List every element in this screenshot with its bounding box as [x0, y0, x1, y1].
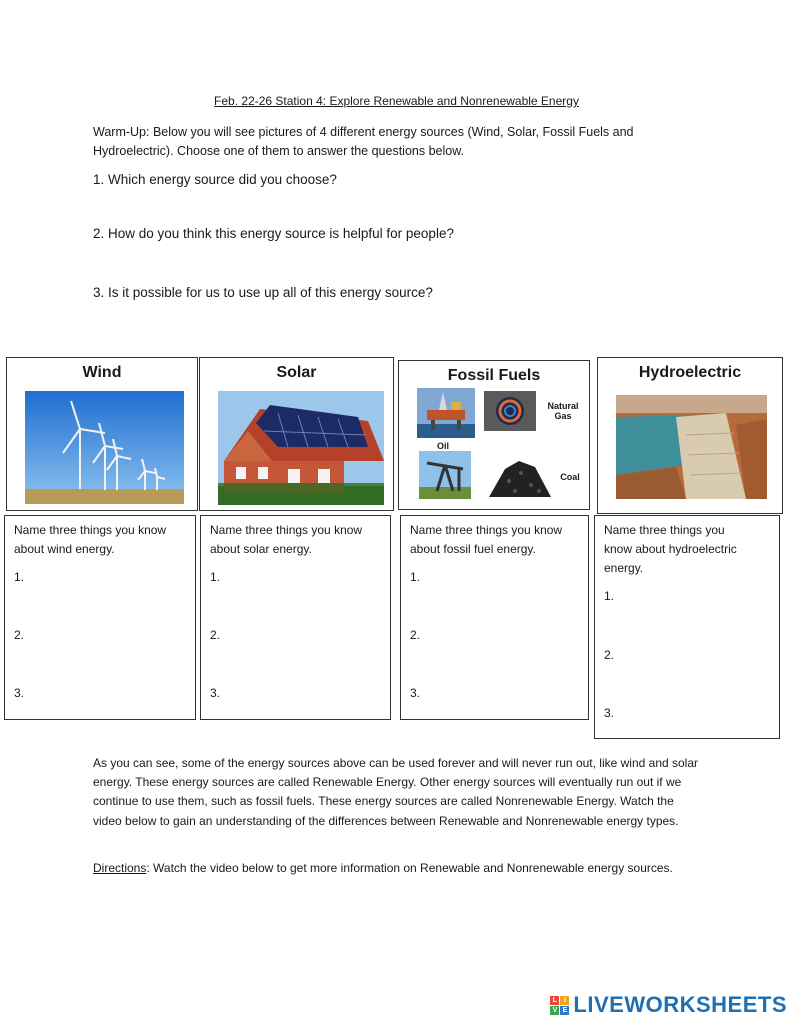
warmup-text: Warm-Up: Below you will see pictures of 4 different energy sources (Wind, Solar, Fossil Fuels and Hydroelectric). Choose one of them to answer the questions below. [93, 125, 634, 158]
directions-body: : Watch the video below to get more information on Renewable and Nonrenewable energy sources. [146, 861, 673, 875]
answer-box-wind [4, 515, 196, 720]
liveworksheets-logo [550, 992, 787, 1018]
answer-line-2[interactable]: 2. [410, 628, 421, 642]
tile-fossil-fuels [398, 360, 590, 510]
answer-prompt-solar: Name three things you know about solar energy. [210, 523, 363, 556]
question-1: 1. Which energy source did you choose? [93, 172, 337, 187]
answer-box-fossil-fuels [400, 515, 589, 720]
answer-box-hydroelectric [594, 515, 780, 739]
directions-label: Directions [93, 861, 147, 875]
coal-label: Coal [560, 472, 580, 482]
answer-line-2[interactable]: 2. [210, 628, 221, 642]
wind-turbines-image [25, 391, 184, 504]
tile-hydroelectric [597, 357, 783, 514]
answer-line-3[interactable]: 3. [210, 686, 221, 700]
answer-line-3[interactable]: 3. [604, 706, 615, 720]
tile-title-fossil-fuels: Fossil Fuels [447, 367, 541, 384]
question-3: 3. Is it possible for us to use up all of this energy source? [93, 285, 433, 300]
question-2: 2. How do you think this energy source is helpful for people? [93, 226, 454, 241]
answer-line-3[interactable]: 3. [410, 686, 421, 700]
answer-line-3[interactable]: 3. [14, 686, 25, 700]
liveworksheets-logo-icon: L I V E [550, 996, 569, 1015]
answer-prompt-hydroelectric: Name three things you know about hydroelectric energy. [604, 523, 737, 575]
explanation-paragraph: As you can see, some of the energy sources above can be used forever and will never run out, like wind and solar energy. These energy sources are called Renewable Energy. Other energy sources will eventually run out if we continue to use them, such as fossil fuels. These energy sources are called Nonrenewable Energy. Watch the video below to gain an understanding of the differences between Renewable and Nonrenewable energy types. [93, 756, 699, 828]
answer-line-1[interactable]: 1. [410, 570, 421, 584]
natural-gas-label: Natural Gas [547, 401, 579, 421]
tile-title-wind: Wind [82, 364, 122, 381]
answer-line-1[interactable]: 1. [14, 570, 25, 584]
answer-box-solar [200, 515, 391, 720]
answer-line-1[interactable]: 1. [210, 570, 221, 584]
coal-image [485, 455, 555, 499]
tile-title-solar: Solar [276, 364, 317, 381]
answer-prompt-fossil-fuels: Name three things you know about fossil fuel energy. [410, 523, 563, 556]
directions-text [93, 859, 703, 878]
answer-line-2[interactable]: 2. [604, 648, 615, 662]
tile-wind [6, 357, 198, 511]
solar-house-image [218, 391, 384, 505]
oil-pump-image [419, 451, 471, 499]
liveworksheets-logo-text: LIVEWORKSHEETS [573, 992, 787, 1017]
tile-solar [199, 357, 394, 511]
page-title: Feb. 22-26 Station 4: Explore Renewable and Nonrenewable Energy [214, 94, 579, 108]
answer-prompt-wind: Name three things you know about wind energy. [14, 523, 167, 556]
oil-label: Oil [436, 441, 449, 451]
tile-title-hydroelectric: Hydroelectric [638, 364, 742, 381]
dam-image [616, 395, 767, 499]
answer-line-2[interactable]: 2. [14, 628, 25, 642]
oil-rig-image [417, 388, 475, 438]
natural-gas-image [484, 391, 536, 431]
answer-line-1[interactable]: 1. [604, 589, 615, 603]
